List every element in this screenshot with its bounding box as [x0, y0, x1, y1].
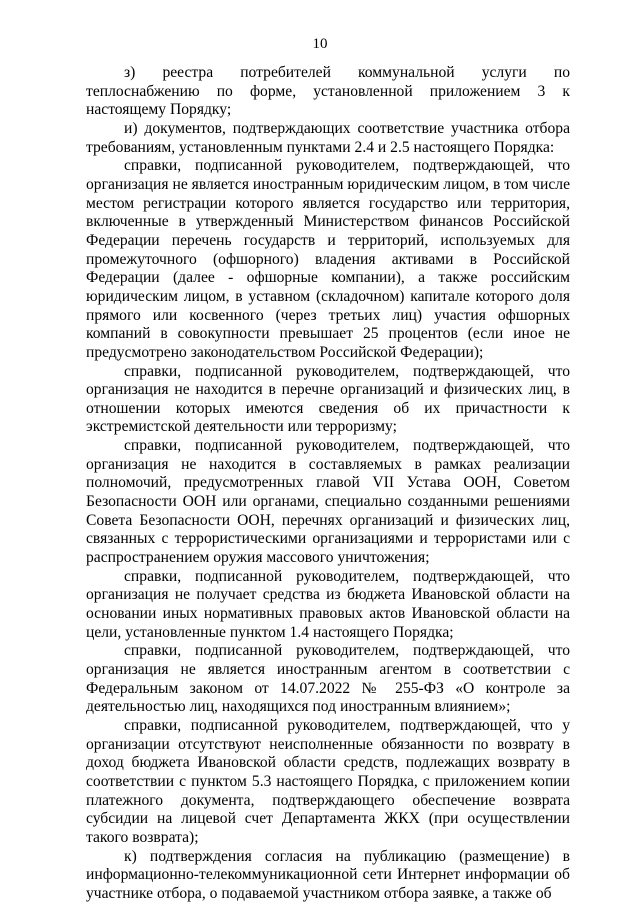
paragraph-foreign-agent-certificate: справки, подписанной руководителем, подтверждающей, что организация не является иностранным агентом в соответствии с Федеральным законом от 14.07.2022 № 255-ФЗ «О контроле за деятельностью лиц, находящихся под иностранным влиянием»;	[86, 642, 570, 716]
page-number: 10	[312, 36, 328, 52]
paragraph-item-k: к) подтверждения согласия на публикацию (размещение) в информационно-телекоммуникационной сети Интернет информации об участнике отбора, о подаваемой участником отбора заявке, а также об	[86, 847, 570, 902]
document-body	[86, 64, 570, 904]
paragraph-un-sanctions-certificate: справки, подписанной руководителем, подтверждающей, что организация не находится в составляемых в рамках реализации полномочий, предусмотренных главой VII Устава ООН, Советом Безопасности ООН или органами, специально созданными решениями Совета Безопасности ООН, перечнях организаций и физических лиц, связанных с террористическими организациями и террористами или с распространением оружия массового уничтожения;	[86, 437, 570, 567]
paragraph-item-i: и) документов, подтверждающих соответствие участника отбора требованиям, установленным пунктами 2.4 и 2.5 настоящего Порядка:	[86, 119, 570, 156]
paragraph-budget-funds-certificate: справки, подписанной руководителем, подтверждающей, что организация не получает средства из бюджета Ивановской области на основании иных нормативных правовых актов Ивановской области на цели, установленные пунктом 1.4 настоящего Порядка;	[86, 567, 570, 641]
paragraph-extremism-certificate: справки, подписанной руководителем, подтверждающей, что организация не находится в перечне организаций и физических лиц, в отношении которых имеются сведения об их причастности к экстремистской деятельности или терроризму;	[86, 362, 570, 436]
paragraph-refund-obligations-certificate: справки, подписанной руководителем, подтверждающей, что у организации отсутствуют неисполненные обязанности по возврату в доход бюджета Ивановской области средств, подлежащих возврату в соответствии с пунктом 5.3 настоящего Порядка, с приложением копии платежного документа, подтверждающего обеспечение возврата субсидии на лицевой счет Департамента ЖКХ (при осуществлении такого возврата);	[86, 716, 570, 846]
paragraph-item-z: з) реестра потребителей коммунальной услуги по теплоснабжению по форме, установленной приложением 3 к настоящему Порядку;	[86, 64, 570, 119]
paragraph-offshore-certificate: справки, подписанной руководителем, подтверждающей, что организация не является иностранным юридическим лицом, в том числе местом регистрации которого является государство или территория, включенные в утвержденный Министерством финансов Российской Федерации перечень государств и территорий, используемых для промежуточного (офшорного) владения активами в Российской Федерации (далее - офшорные компании), а также российским юридическим лицом, в уставном (складочном) капитале которого доля прямого или косвенного (через третьих лиц) участия офшорных компаний в совокупности превышает 25 процентов (если иное не предусмотрено законодательством Российской Федерации);	[86, 157, 570, 361]
